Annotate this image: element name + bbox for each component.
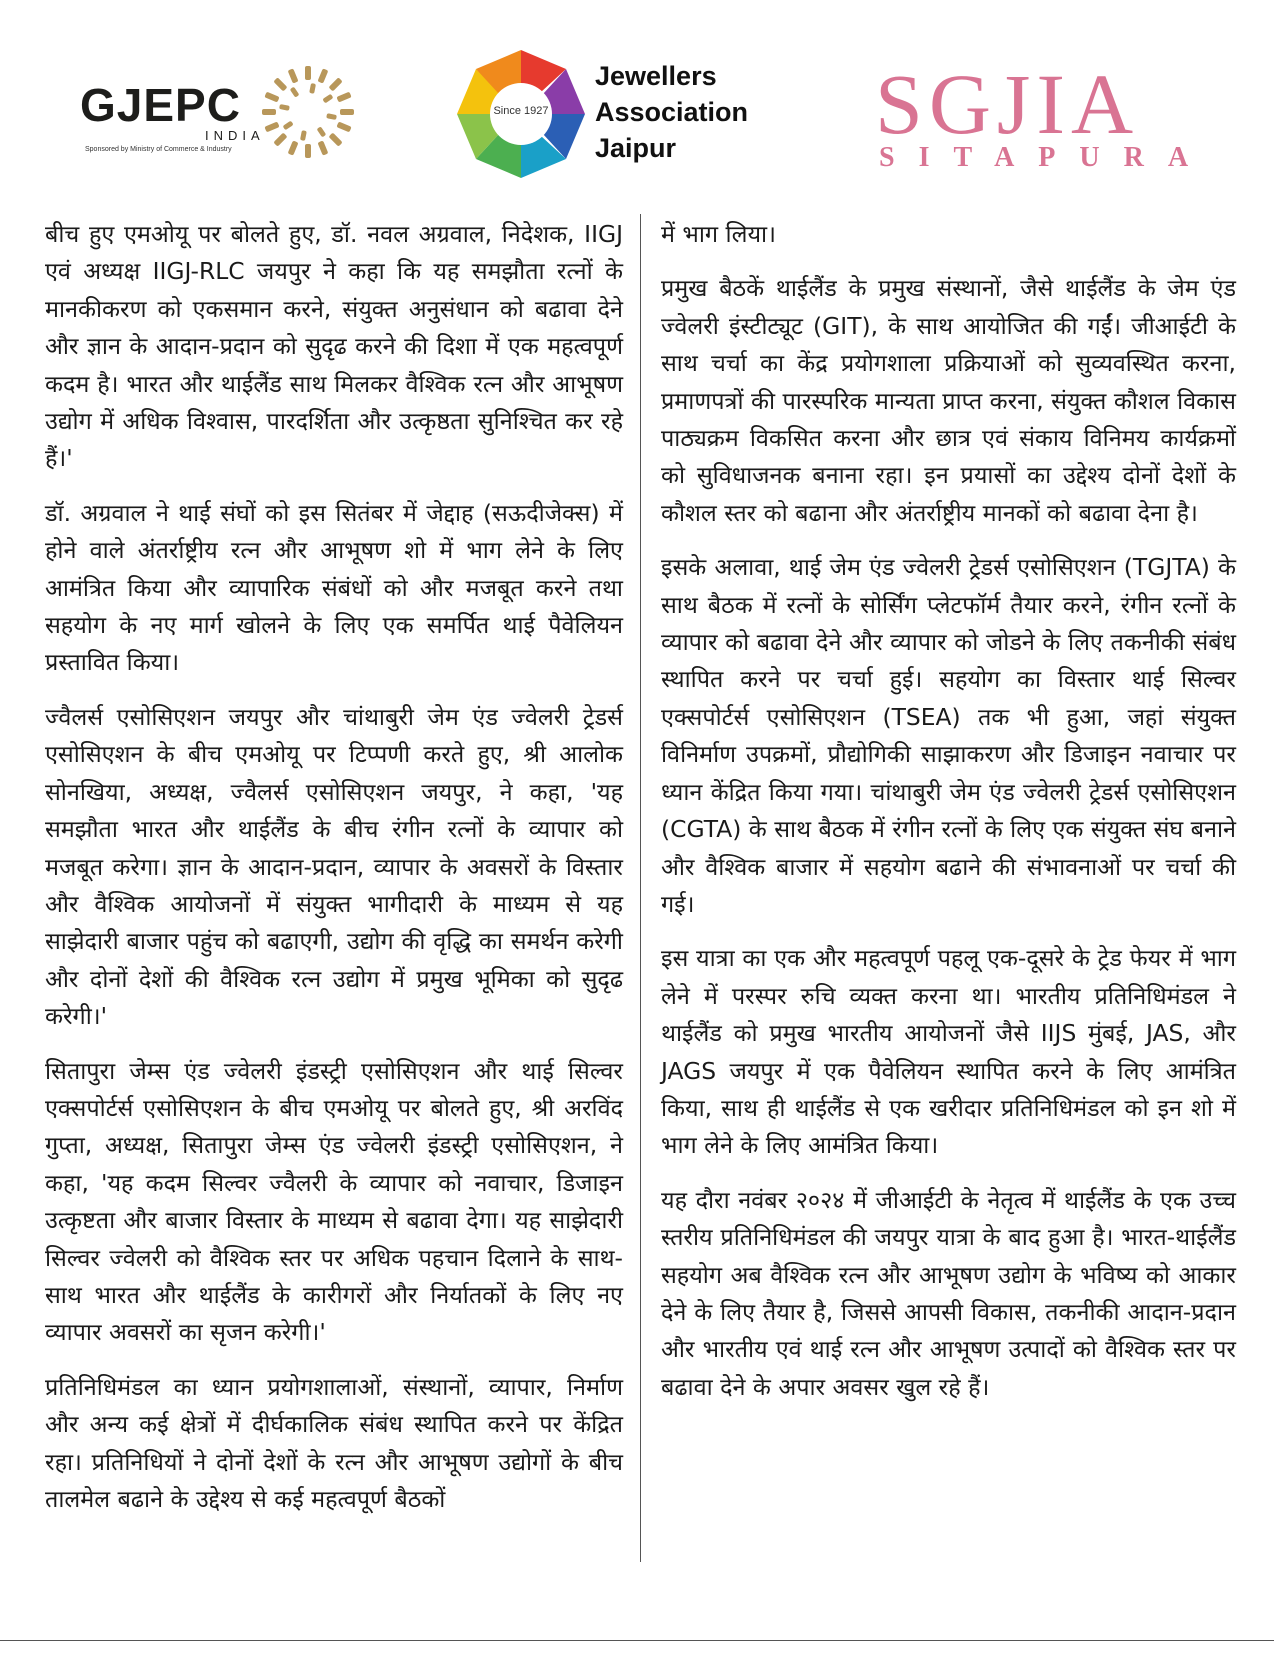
- association-name-line3: Jaipur: [595, 133, 677, 163]
- paragraph: यह दौरा नवंबर २०२४ में जीआईटी के नेतृत्व में थाईलैंड के एक उच्च स्तरीय प्रतिनिधिमंडल की जयपुर यात्रा के बाद हुआ है। भारत-थाईलैंड सहयोग अब वैश्विक रत्न और आभूषण उद्योग के भविष्य को आकार देने के लिए तैयार है, जिससे आपसी विकास, तकनीकी आदान-प्रदान और भारतीय एवं थाई रत्न और आभूषण उत्पादों को वैश्विक स्तर पर बढावा देने के अपार अवसर खुल रहे हैं।: [661, 1185, 1236, 1401]
- gjepc-logo: [80, 58, 360, 168]
- right-column: [661, 216, 1236, 1423]
- paragraph: सितापुरा जेम्स एंड ज्वेलरी इंडस्ट्री एसोसिएशन और थाई सिल्वर एक्सपोर्टर्स एसोसिएशन के बीच एमओयू पर बोलते हुए, श्री अरविंद गुप्ता, अध्यक्ष, सितापुरा जेम्स एंड ज्वेलरी इंडस्ट्री एसोसिएशन, ने कहा, 'यह कदम सिल्वर ज्वैलरी के व्यापार को नवाचार, डिजाइन उत्कृष्टता और बाजार विस्तार के माध्यम से बढावा देगा। यह साझेदारी सिल्वर ज्वेलरी को वैश्विक स्तर पर अधिक पहचान दिलाने के साथ-साथ भारत और थाईलैंड के कारीगरों और निर्यातकों के लिए नए व्यापार अवसरों का सृजन करेगी।': [45, 1056, 623, 1347]
- gjepc-country: INDIA: [205, 128, 265, 143]
- paragraph: प्रतिनिधिमंडल का ध्यान प्रयोगशालाओं, संस्थानों, व्यापार, निर्माण और अन्य कई क्षेत्रों में दीर्घकालिक संबंध स्थापित करने पर केंद्रित रहा। प्रतिनिधियों ने दोनों देशों के रत्न और आभूषण उद्योगों के बीच तालमेल बढाने के उद्देश्य से कई महत्वपूर्ण बैठकों: [45, 1372, 623, 1513]
- gjepc-sponsor-line: Sponsored by Ministry of Commerce & Industry: [85, 146, 232, 153]
- jewellers-association-jaipur-logo: [453, 46, 783, 186]
- association-name: [595, 58, 748, 166]
- gjepc-wordmark: GJEPC: [80, 79, 241, 131]
- founded-year-label: Since 1927: [493, 105, 549, 117]
- left-column: [45, 216, 623, 1535]
- column-divider: [640, 214, 641, 1562]
- association-name-line1: Jewellers: [595, 61, 717, 91]
- gjepc-emblem-icon: [260, 64, 356, 160]
- paragraph: डॉ. अग्रवाल ने थाई संघों को इस सितंबर में जेद्दाह (सऊदीजेक्स) में होने वाले अंतर्राष्ट्रीय रत्न और आभूषण शो में भाग लेने के लिए आमंत्रित किया और व्यापारिक संबंधों को और मजबूत करने तथा सहयोग के नए मार्ग खोलने के लिए एक समर्पित थाई पैवेलियन प्रस्तावित किया।: [45, 498, 623, 677]
- sgjia-logo: [875, 56, 1213, 178]
- paragraph: इसके अलावा, थाई जेम एंड ज्वेलरी ट्रेडर्स एसोसिएशन (TGJTA) के साथ बैठक में रत्नों के सोर्सिंग प्लेटफॉर्म तैयार करने, रंगीन रत्नों के व्यापार को बढावा देने और व्यापार को जोडने के लिए तकनीकी संबंध स्थापित करने पर चर्चा हुई। सहयोग का विस्तार थाई सिल्वर एक्सपोर्टर्स एसोसिएशन (TSEA) तक भी हुआ, जहां संयुक्त विनिर्माण उपक्रमों, प्रौद्योगिकी साझाकरण और डिजाइन नवाचार पर ध्यान केंद्रित किया गया। चांथाबुरी जेम एंड ज्वेलरी ट्रेडर्स एसोसिएशन (CGTA) के साथ बैठक में रंगीन रत्नों के लिए एक संयुक्त संघ बनाने और वैश्विक बाजार में सहयोग बढाने की संभावनाओं पर चर्चा की गई।: [661, 553, 1236, 918]
- footer-rule: [0, 1640, 1274, 1641]
- paragraph: इस यात्रा का एक और महत्वपूर्ण पहलू एक-दूसरे के ट्रेड फेयर में भाग लेने में परस्पर रुचि व्यक्त करना था। भारतीय प्रतिनिधिमंडल ने थाईलैंड को प्रमुख भारतीय आयोजनों जैसे IIJS मुंबई, JAS, और JAGS जयपुर में एक पैवेलियन स्थापित करने के लिए आमंत्रित किया, साथ ही थाईलैंड से एक खरीदार प्रतिनिधिमंडल को इन शो में भाग लेने के लिए आमंत्रित किया।: [661, 944, 1236, 1160]
- association-name-line2: Association: [595, 97, 749, 127]
- paragraph: बीच हुए एमओयू पर बोलते हुए, डॉ. नवल अग्रवाल, निदेशक, IIGJ एवं अध्यक्ष IIGJ-RLC जयपुर ने कहा कि यह समझौता रत्नों के मानकीकरण को एकसमान करने, संयुक्त अनुसंधान को बढावा देने और ज्ञान के आदान-प्रदान को सुदृढ करने की दिशा में एक महत्वपूर्ण कदम है। भारत और थाईलैंड साथ मिलकर वैश्विक रत्न और आभूषण उद्योग में अधिक विश्वास, पारदर्शिता और उत्कृष्ठता सुनिश्चित कर रहे हैं।': [45, 220, 623, 473]
- paragraph: प्रमुख बैठकें थाईलैंड के प्रमुख संस्थानों, जैसे थाईलैंड के जेम एंड ज्वेलरी इंस्टीट्यूट (GIT), के साथ आयोजित की गईं। जीआईटी के साथ चर्चा का केंद्र प्रयोगशाला प्रक्रियाओं को सुव्यवस्थित करना, प्रमाणपत्रों की पारस्परिक मान्यता प्राप्त करना, संयुक्त कौशल विकास पाठ्यक्रम विकसित करना और छात्र एवं संकाय विनिमय कार्यक्रमों को सुविधाजनक बनाना रहा। इन प्रयासों का उद्देश्य दोनों देशों के कौशल स्तर को बढाना और अंतर्राष्ट्रीय मानकों को बढावा देना है।: [661, 274, 1236, 527]
- paragraph: में भाग लिया।: [661, 220, 776, 248]
- sgjia-wordmark: SGJIA: [875, 56, 1140, 152]
- sgjia-subtitle: SITAPURA: [879, 142, 1213, 173]
- paragraph: ज्वैलर्स एसोसिएशन जयपुर और चांथाबुरी जेम एंड ज्वेलरी ट्रेडर्स एसोसिएशन के बीच एमओयू पर टिप्पणी करते हुए, श्री आलोक सोनखिया, अध्यक्ष, ज्वैलर्स एसोसिएशन जयपुर, ने कहा, 'यह समझौता भारत और थाईलैंड के बीच रंगीन रत्नों के व्यापार को मजबूत करेगा। ज्ञान के आदान-प्रदान, व्यापार के अवसरों के विस्तार और वैश्विक आयोजनों में संयुक्त भागीदारी के माध्यम से यह साझेदारी बाजार पहुंच को बढाएगी, उद्योग की वृद्धि का समर्थन करेगी और दोनों देशों की वैश्विक रत्न उद्योग में प्रमुख भूमिका को सुदृढ करेगी।': [45, 702, 623, 1031]
